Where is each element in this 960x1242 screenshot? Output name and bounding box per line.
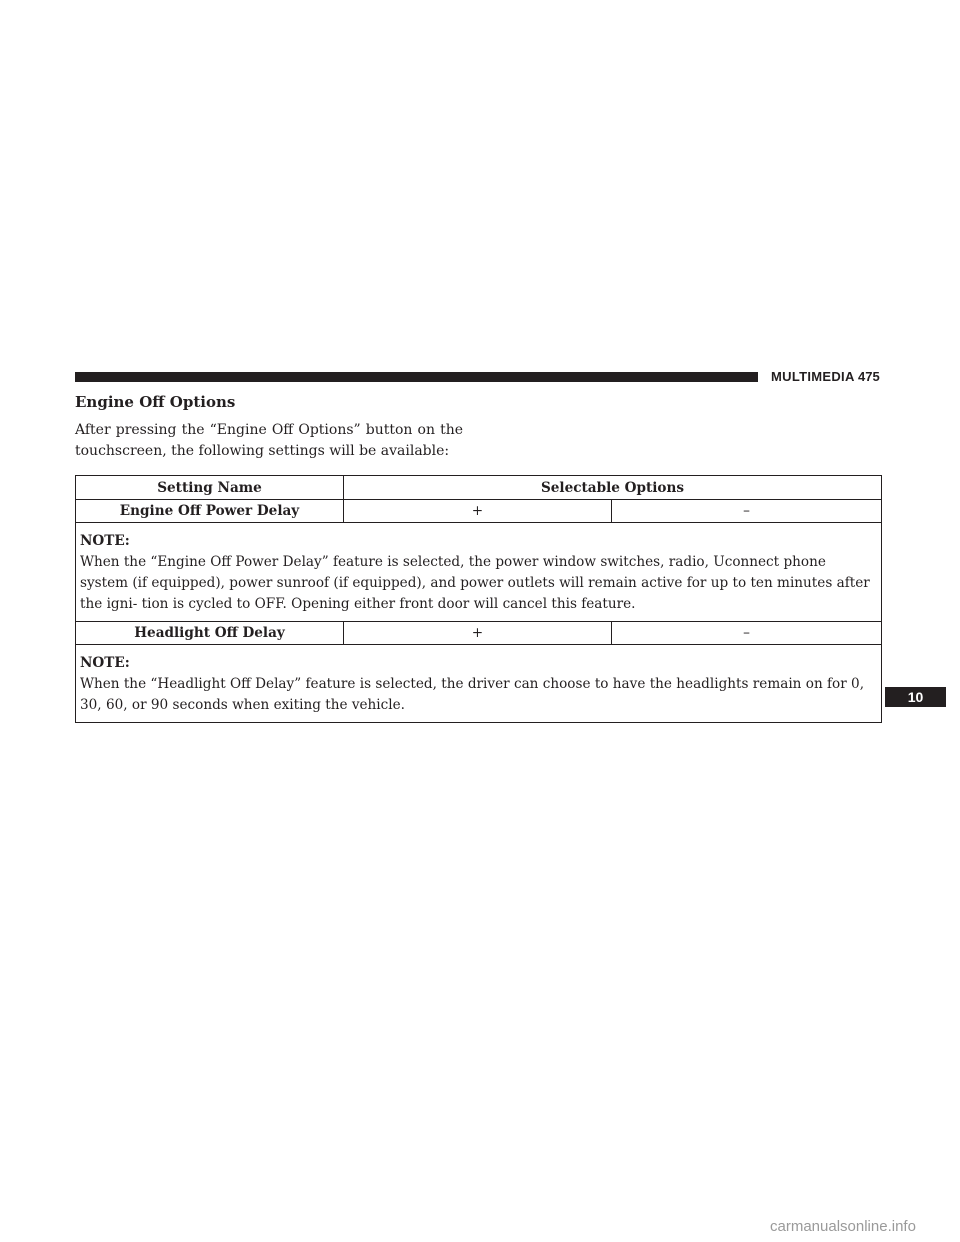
section-heading: Engine Off Options (75, 393, 236, 411)
page-number: 475 (858, 369, 880, 384)
note-text: When the “Headlight Off Delay” feature is selected, the driver can choose to have the headlights remain on for 0, 30, 60, or 90 seconds when exiting the vehicle. (80, 676, 865, 713)
chapter-tab: 10 (885, 687, 946, 707)
setting-name: Headlight Off Delay (76, 622, 344, 645)
column-header-setting-name: Setting Name (76, 476, 344, 500)
note-cell (76, 645, 882, 723)
setting-name: Engine Off Power Delay (76, 500, 344, 523)
table-note-row (76, 523, 882, 622)
intro-paragraph: After pressing the “Engine Off Options” button on the touchscreen, the following settings will be available: (75, 422, 463, 459)
column-header-selectable-options: Selectable Options (344, 476, 882, 500)
settings-table (75, 475, 882, 723)
header-section-title: MULTIMEDIA (771, 369, 855, 384)
note-text: When the “Engine Off Power Delay” feature is selected, the power window switches, radio, Uconnect phone system (if equipped), power sunroof (if equipped), and power outlets will remain active for up to ten minutes after the igni- tion is cycled to OFF. Opening either front door will cancel this feature. (80, 554, 870, 612)
note-label: NOTE: (80, 655, 130, 671)
option-minus: – (612, 500, 882, 523)
table-row (76, 500, 882, 523)
option-plus: + (344, 622, 612, 645)
note-label: NOTE: (80, 533, 130, 549)
watermark: carmanualsonline.info (770, 1218, 916, 1235)
header-rule (75, 372, 758, 382)
note-cell (76, 523, 882, 622)
option-minus: – (612, 622, 882, 645)
option-plus: + (344, 500, 612, 523)
table-note-row (76, 645, 882, 723)
table-header-row (76, 476, 882, 500)
table-row (76, 622, 882, 645)
